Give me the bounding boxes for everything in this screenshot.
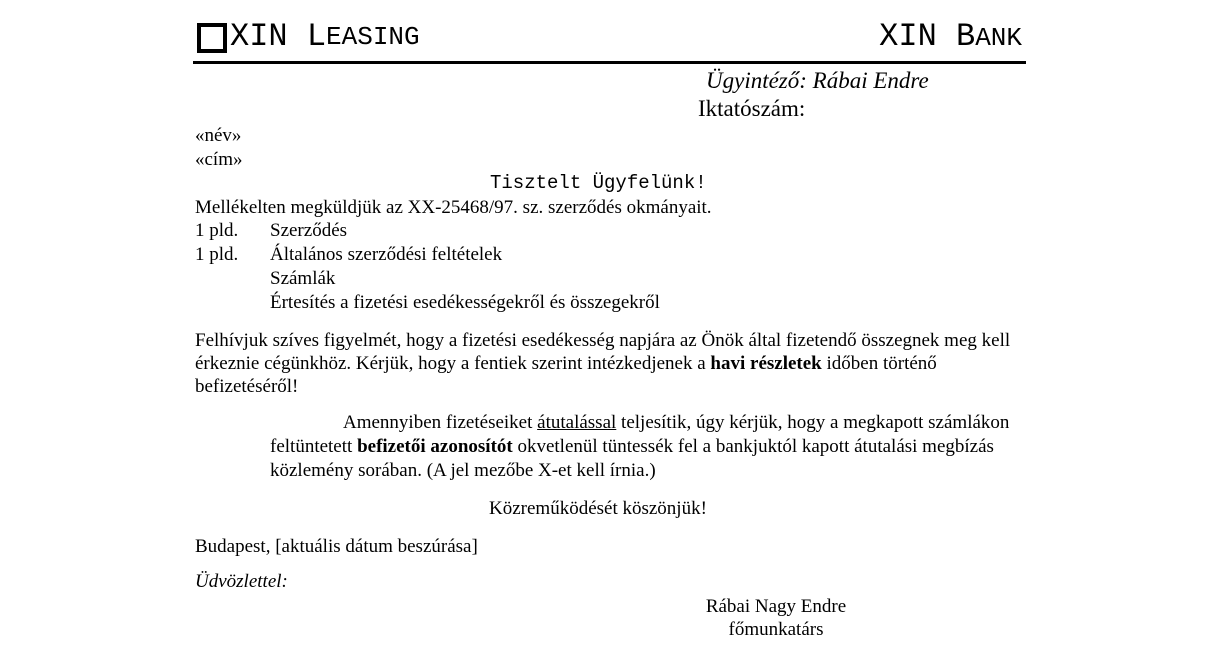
transfer-underlined: átutalással [537, 412, 617, 433]
square-logo-icon [197, 23, 227, 53]
enclosure-item: Számlák [270, 268, 336, 289]
enclosure-item: Általános szerződési feltételek [270, 244, 503, 265]
transfer-text-3: okvetlenül tüntessék fel a bankjuktól kapott átutalási megbízás közlemény sorában. (A jel mezőbe X-et kell írnia.) [270, 436, 994, 481]
file-number-label: Iktatószám: [698, 96, 806, 121]
closing-salutation: Üdvözlettel: [195, 571, 288, 592]
signature-name: Rábai Nagy Endre [705, 596, 847, 617]
right-brand-first: B [955, 18, 976, 55]
transfer-instruction-paragraph [270, 411, 1010, 483]
monthly-installments-emphasis: havi részletek [710, 353, 822, 374]
enclosure-item: Értesítés a fizetési esedékességekről és összegekről [270, 292, 660, 313]
right-brand-logo [879, 19, 1022, 56]
left-brand-main: XIN [230, 18, 288, 55]
left-brand-logo [197, 19, 420, 55]
enclosure-qty: 1 pld. [195, 244, 239, 265]
recipient-address: «cím» [195, 149, 243, 170]
place-date: Budapest, [aktuális dátum beszúrása] [195, 536, 478, 557]
transfer-text-2: teljesítik, úgy kérjük, hogy a megkapott számlákon feltüntetett [270, 412, 1010, 457]
signature-title: főmunkatárs [728, 619, 824, 640]
enclosure-qty: 1 pld. [195, 220, 239, 241]
right-brand-rest: ANK [975, 23, 1022, 53]
payment-notice-text-2: időben történő befizetéséről! [195, 353, 937, 397]
recipient-name: «név» [195, 125, 242, 146]
right-brand-main: XIN [879, 18, 937, 55]
intro-sentence: Mellékelten megküldjük az XX-25468/97. sz. szerződés okmányait. [195, 197, 712, 218]
handler-line: Ügyintéző: Rábai Endre [706, 68, 929, 93]
payer-id-emphasis: befizetői azonosítót [357, 436, 513, 457]
payment-notice-paragraph [195, 329, 1027, 398]
payment-notice-text-1: Felhívjuk szíves figyelmét, hogy a fizetési esedékesség napjára az Önök által fizetendő összegnek meg kell érkeznie cégünkhöz. Kérjük, hogy a fentiek szerint intézkedjenek a [195, 330, 1011, 374]
left-brand-rest: EASING [326, 22, 420, 52]
enclosure-item: Szerződés [270, 220, 348, 241]
greeting: Tisztelt Ügyfelünk! [490, 172, 707, 194]
thanks-line: Közreműködését köszönjük! [489, 498, 707, 519]
header-divider [193, 61, 1026, 64]
transfer-text-1: Amennyiben fizetéseiket [343, 412, 538, 433]
left-brand-first: L [306, 18, 327, 55]
